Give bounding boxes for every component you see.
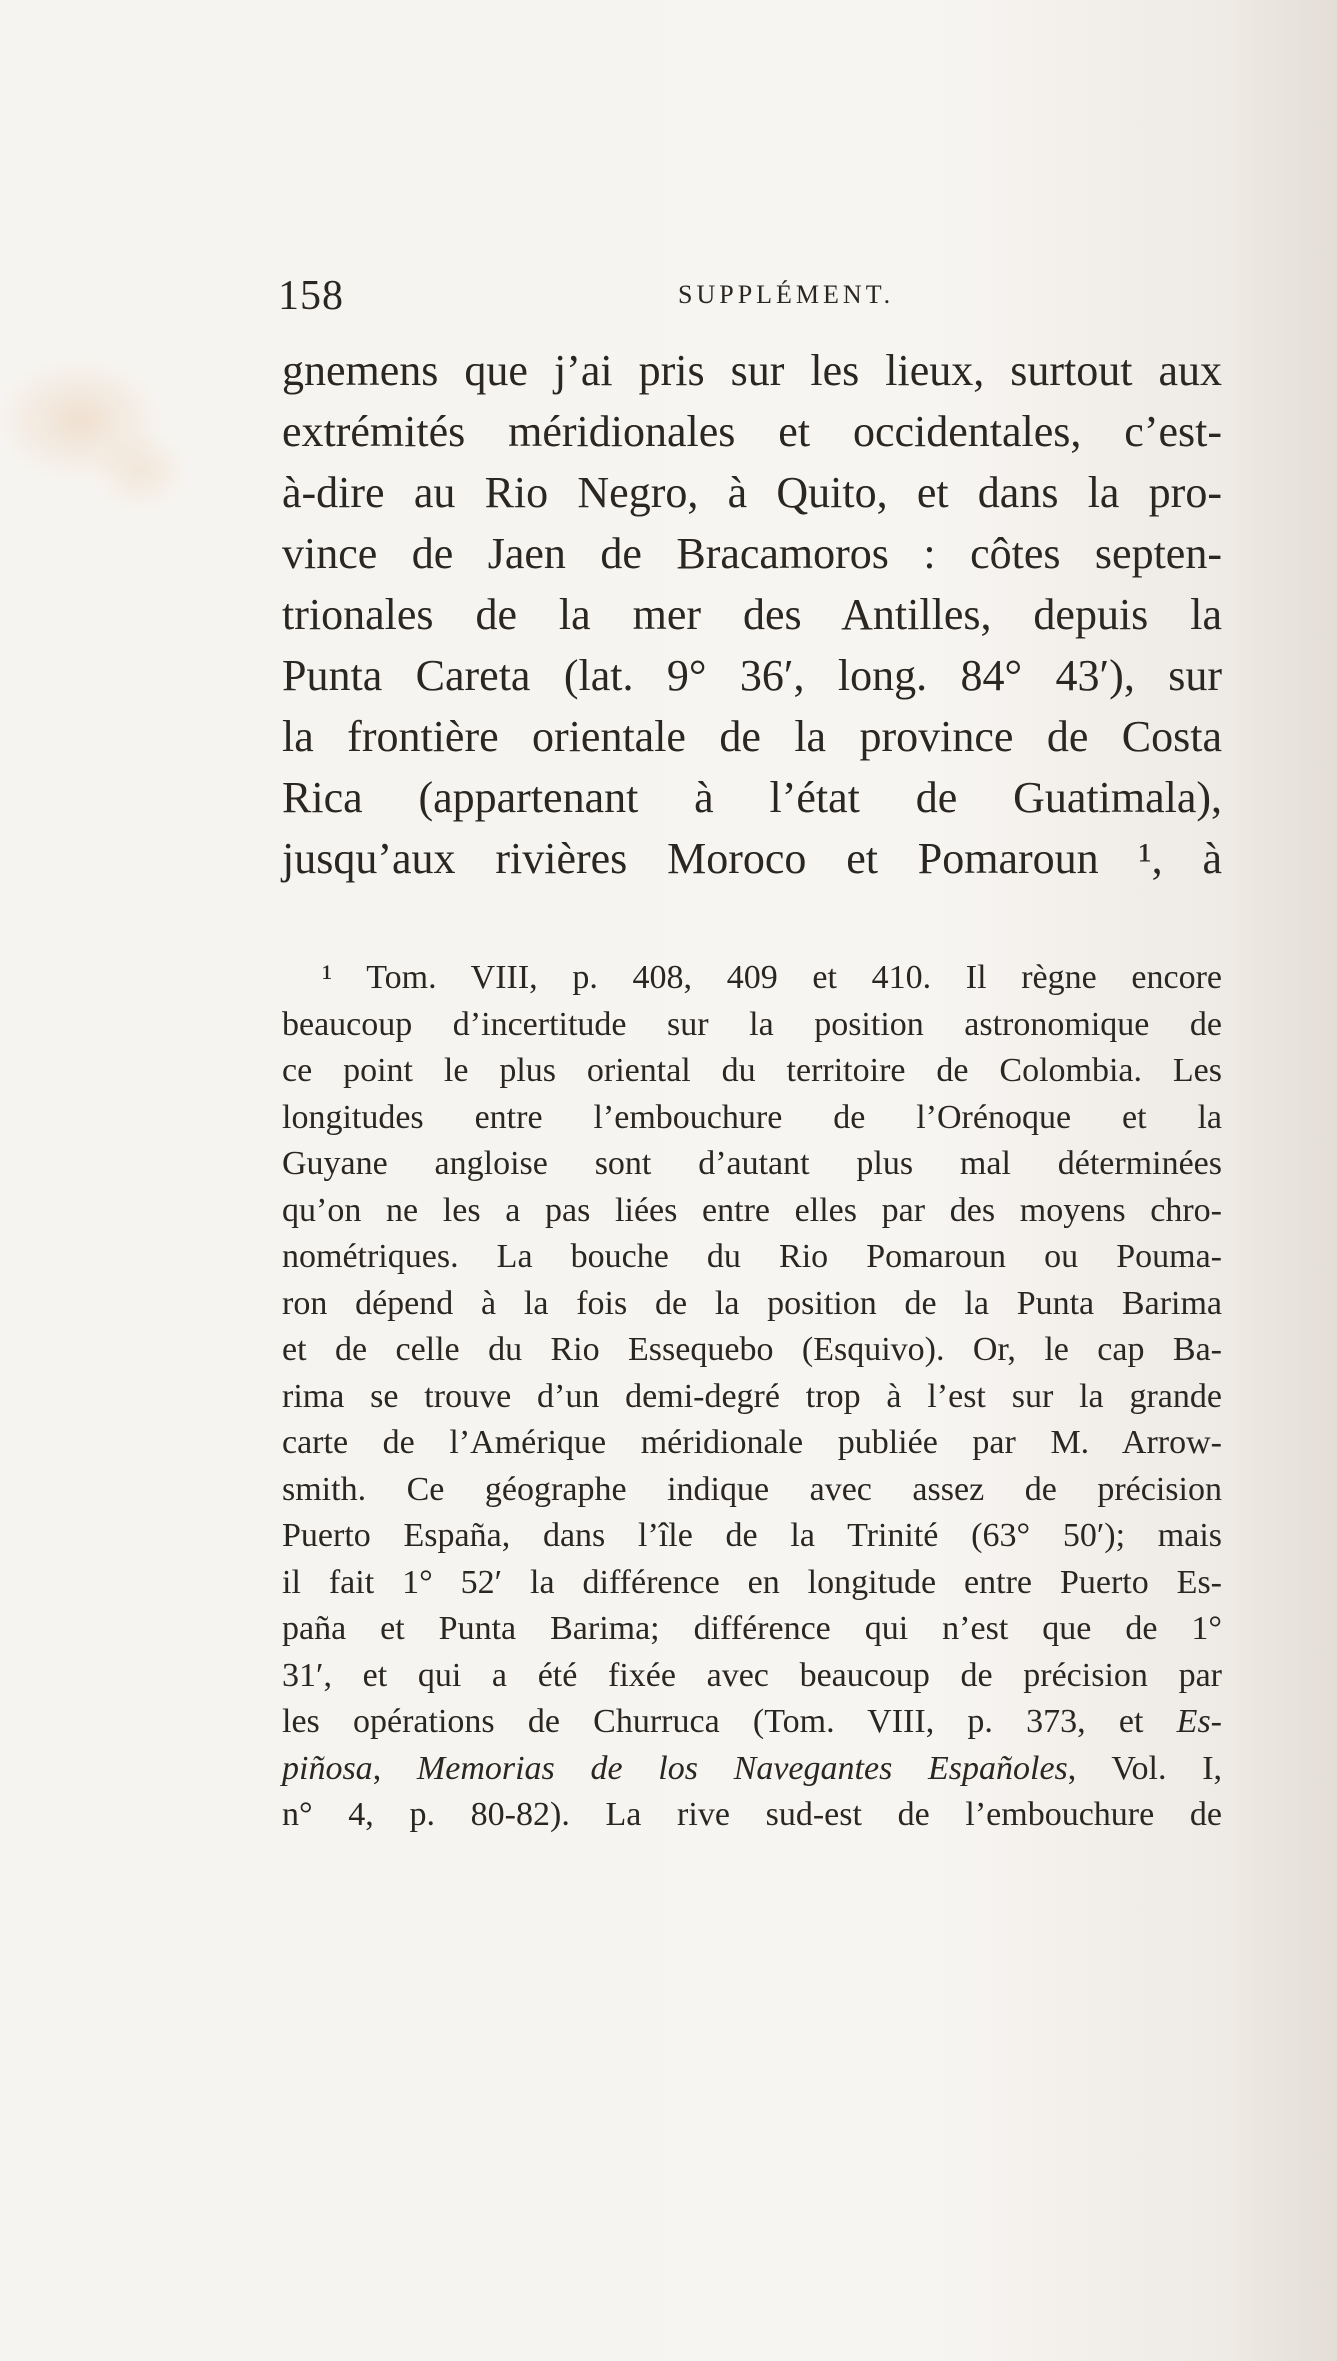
text-line: Punta Careta (lat. 9° 36′, long. 84° 43′), sur	[282, 651, 1222, 700]
footnote-line: ce point le plus oriental du territoire de Colombia. Les	[282, 1052, 1222, 1089]
footnote-line: paña et Punta Barima; différence qui n’est que de 1°	[282, 1610, 1222, 1647]
footnote-line: 31′, et qui a été fixée avec beaucoup de précision par	[282, 1656, 1222, 1694]
text-line: la frontière orientale de la province de Costa	[282, 712, 1222, 761]
footnote-line: ron dépend à la fois de la position de la Punta Barima	[282, 1284, 1222, 1322]
text-line: jusqu’aux rivières Moroco et Pomaroun ¹, à	[282, 834, 1222, 883]
footnote-line: Puerto España, dans l’île de la Trinité (63° 50′); mais	[282, 1517, 1222, 1554]
text-line: Rica (appartenant à l’état de Guatimala),	[282, 773, 1222, 822]
volume-text: , Vol. I,	[1067, 1749, 1223, 1787]
page-header	[278, 272, 1218, 322]
footnote-line-with-italic	[282, 1746, 1222, 1793]
footnote-line-with-italic	[282, 1699, 1222, 1746]
footnote-line: beaucoup d’incertitude sur la position astronomique de	[282, 1005, 1222, 1043]
text-line: gnemens que j’ai pris sur les lieux, surtout aux	[282, 346, 1222, 395]
footnote-line: nométriques. La bouche du Rio Pomaroun ou Pouma-	[282, 1238, 1222, 1275]
text-line: vince de Jaen de Bracamoros : côtes septen-	[282, 529, 1222, 578]
text-line: trionales de la mer des Antilles, depuis la	[282, 590, 1222, 639]
page-number: 158	[278, 273, 344, 319]
footnote-line: rima se trouve d’un demi-degré trop à l’est sur la grande	[282, 1377, 1222, 1415]
footnote-line-text: les opérations de Churruca (Tom. VIII, p. 373, et	[282, 1703, 1144, 1740]
separator-text: ,	[372, 1749, 417, 1787]
footnote-line: smith. Ce géographe indique avec assez de précision	[282, 1470, 1222, 1508]
footnote-line: n° 4, p. 80-82). La rive sud-est de l’embouchure de	[282, 1796, 1222, 1833]
main-text	[282, 340, 1222, 889]
footnote-line: qu’on ne les a pas liées entre elles par des moyens chro-	[282, 1191, 1222, 1229]
footnote	[282, 955, 1222, 1839]
footnote-line: ¹ Tom. VIII, p. 408, 409 et 410. Il règne encore	[322, 959, 1222, 996]
footnote-line: il fait 1° 52′ la différence en longitude entre Puerto Es-	[282, 1563, 1222, 1601]
text-line: extrémités méridionales et occidentales, c’est-	[282, 407, 1222, 456]
footnote-line: et de celle du Rio Essequebo (Esquivo). Or, le cap Ba-	[282, 1331, 1222, 1368]
italic-text: Es-	[1176, 1703, 1222, 1740]
italic-title: Memorias de los Navegantes Españoles	[416, 1749, 1068, 1787]
running-head: SUPPLÉMENT.	[678, 280, 895, 309]
footnote-line: longitudes entre l’embouchure de l’Orénoque et la	[282, 1098, 1222, 1136]
footnote-line: Guyane angloise sont d’autant plus mal déterminées	[282, 1145, 1222, 1182]
footnote-line: carte de l’Amérique méridionale publiée par M. Arrow-	[282, 1424, 1222, 1461]
text-line: à-dire au Rio Negro, à Quito, et dans la pro-	[282, 468, 1222, 517]
italic-text: piñosa	[282, 1749, 373, 1787]
